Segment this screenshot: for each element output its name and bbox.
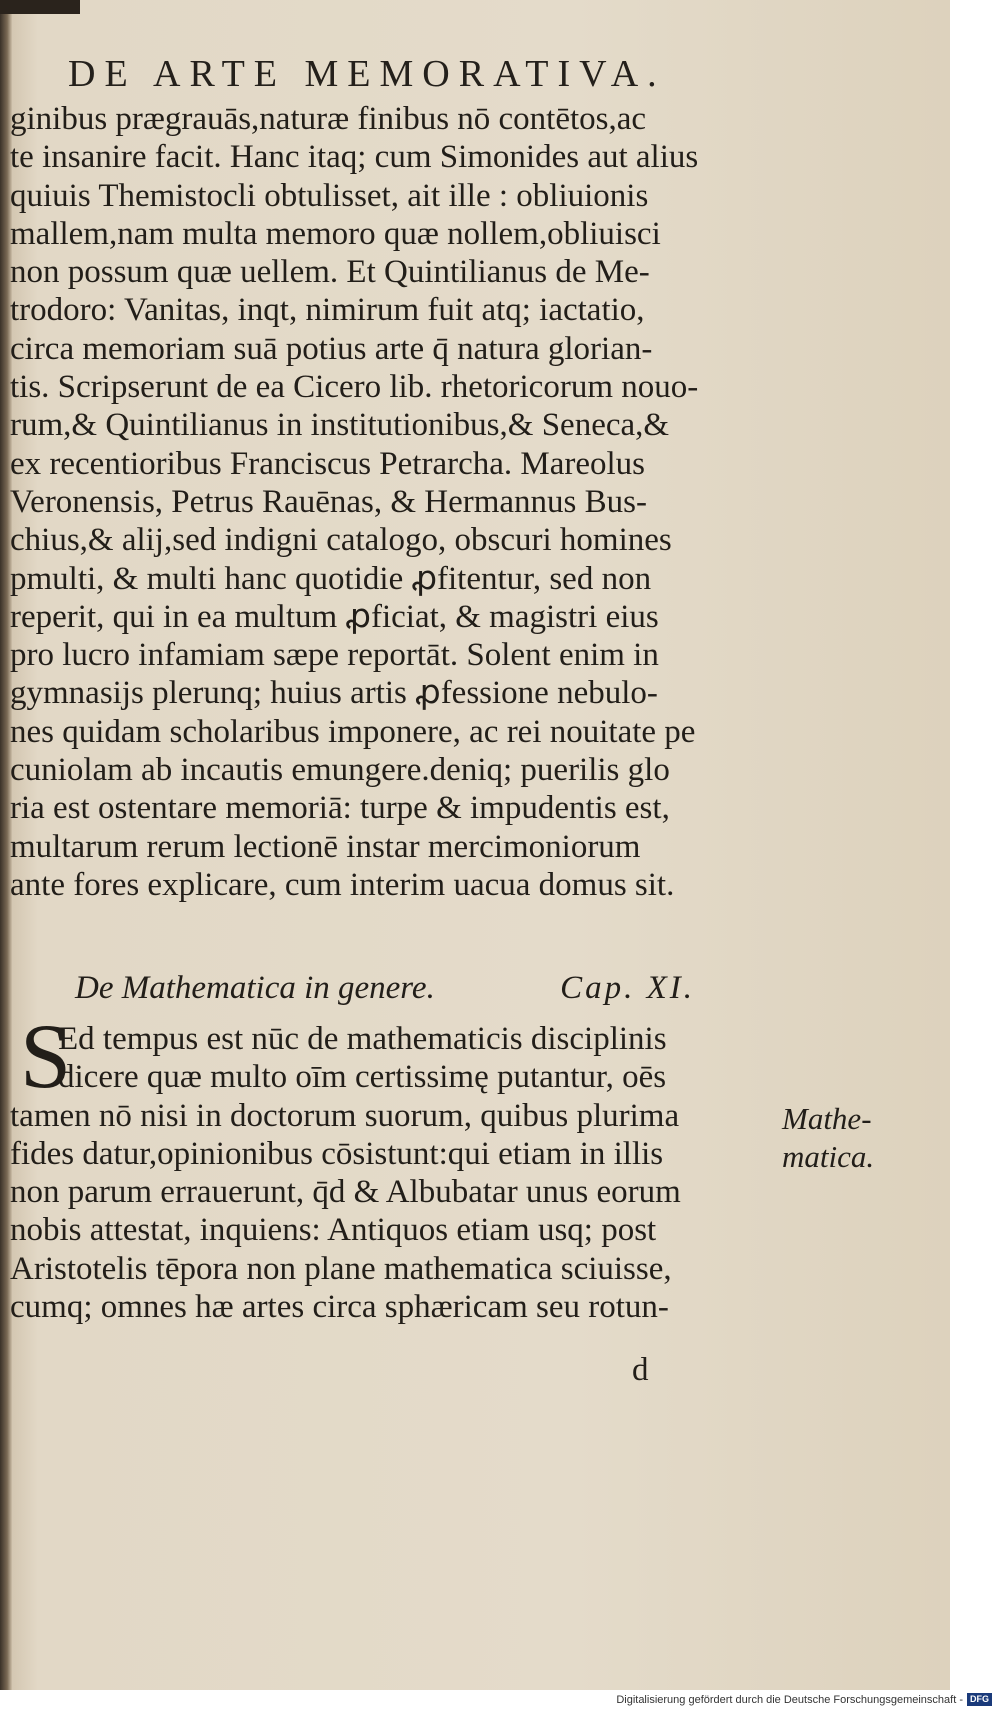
credit-text: Digitalisierung gefördert durch die Deutsche Forschungsgemeinschaft - <box>616 1693 963 1706</box>
text-line: quiuis Themistocli obtulisset, ait ille : obliuionis <box>10 177 649 214</box>
digitization-credit <box>616 1693 992 1706</box>
text-line: circa memoriam suā potius arte q̄ natura glorian- <box>10 330 653 367</box>
text-line: multarum rerum lectionē instar mercimoniorum <box>10 828 641 865</box>
dfg-logo-icon: DFG <box>967 1693 992 1706</box>
page-corner-shadow <box>0 0 80 14</box>
text-line: Ed tempus est nūc de mathematicis disciplinis <box>58 1021 667 1057</box>
text-line: Veronensis, Petrus Rauēnas, & Hermannus Bus- <box>10 483 647 520</box>
text-line: chius,& alij,sed indigni catalogo, obscuri homines <box>10 522 672 559</box>
text-line: te insanire facit. Hanc itaq; cum Simonides aut alius <box>10 139 699 176</box>
text-line: non parum errauerunt, q̄d & Albubatar unus eorum <box>10 1174 681 1211</box>
chapter-heading <box>75 970 735 1007</box>
text-line: cumq; omnes hæ artes circa sphæricam seu rotun- <box>10 1289 669 1326</box>
chapter-title: De Mathematica in genere. <box>75 970 435 1006</box>
text-line: gymnasijs plerunq; huius artis ꝓfessione nebulo- <box>10 675 658 712</box>
text-line: ginibus prægrauās,naturæ finibus nō contētos,ac <box>10 101 647 137</box>
text-line: reperit, qui in ea multum ꝓficiat, & magistri eius <box>10 598 659 635</box>
text-line: Aristotelis tēpora non plane mathematica sciuisse, <box>10 1250 672 1287</box>
text-line: tis. Scripserunt de ea Cicero lib. rhetoricorum nouo- <box>10 369 699 406</box>
text-line: nobis attestat, inquiens: Antiquos etiam usq; post <box>10 1212 657 1249</box>
text-line: dicere quæ multo oīm certissimę putantur, oēs <box>58 1059 667 1096</box>
chapter-body-text <box>10 1005 770 1326</box>
text-line: ria est ostentare memoriā: turpe & impudentis est, <box>10 790 670 827</box>
decorated-initial: S <box>20 1005 72 1107</box>
text-line: nes quidam scholaribus imponere, ac rei nouitate pe <box>10 713 696 750</box>
text-line: tamen nō nisi in doctorum suorum, quibus plurima <box>10 1097 680 1134</box>
text-line: non possum quæ uellem. Et Quintilianus de Me- <box>10 254 650 291</box>
text-line: cuniolam ab incautis emungere.deniq; puerilis glo <box>10 752 670 789</box>
text-line: ante fores explicare, cum interim uacua domus sit. <box>10 866 675 903</box>
running-head: DE ARTE MEMORATIVA. <box>68 53 666 95</box>
text-line: pro lucro infamiam sæpe reportāt. Solent enim in <box>10 637 659 674</box>
text-line: rum,& Quintilianus in institutionibus,& Seneca,& <box>10 407 670 444</box>
signature-mark: d <box>632 1352 649 1388</box>
marginal-note-line: Mathe- <box>782 1101 872 1136</box>
marginal-note-line: matica. <box>782 1139 875 1174</box>
text-line: fides datur,opinionibus cōsistunt:qui etiam in illis <box>10 1135 664 1172</box>
chapter-number: Cap. XI. <box>560 970 695 1006</box>
text-line: ex recentioribus Franciscus Petrarcha. Mareolus <box>10 445 646 482</box>
body-text <box>10 100 770 904</box>
text-line: pmulti, & multi hanc quotidie ꝓfitentur, sed non <box>10 560 652 597</box>
text-line: trodoro: Vanitas, inqt, nimirum fuit atq; iactatio, <box>10 292 645 329</box>
marginal-note <box>782 1100 912 1176</box>
text-line: mallem,nam multa memoro quæ nollem,obliuisci <box>10 215 661 252</box>
